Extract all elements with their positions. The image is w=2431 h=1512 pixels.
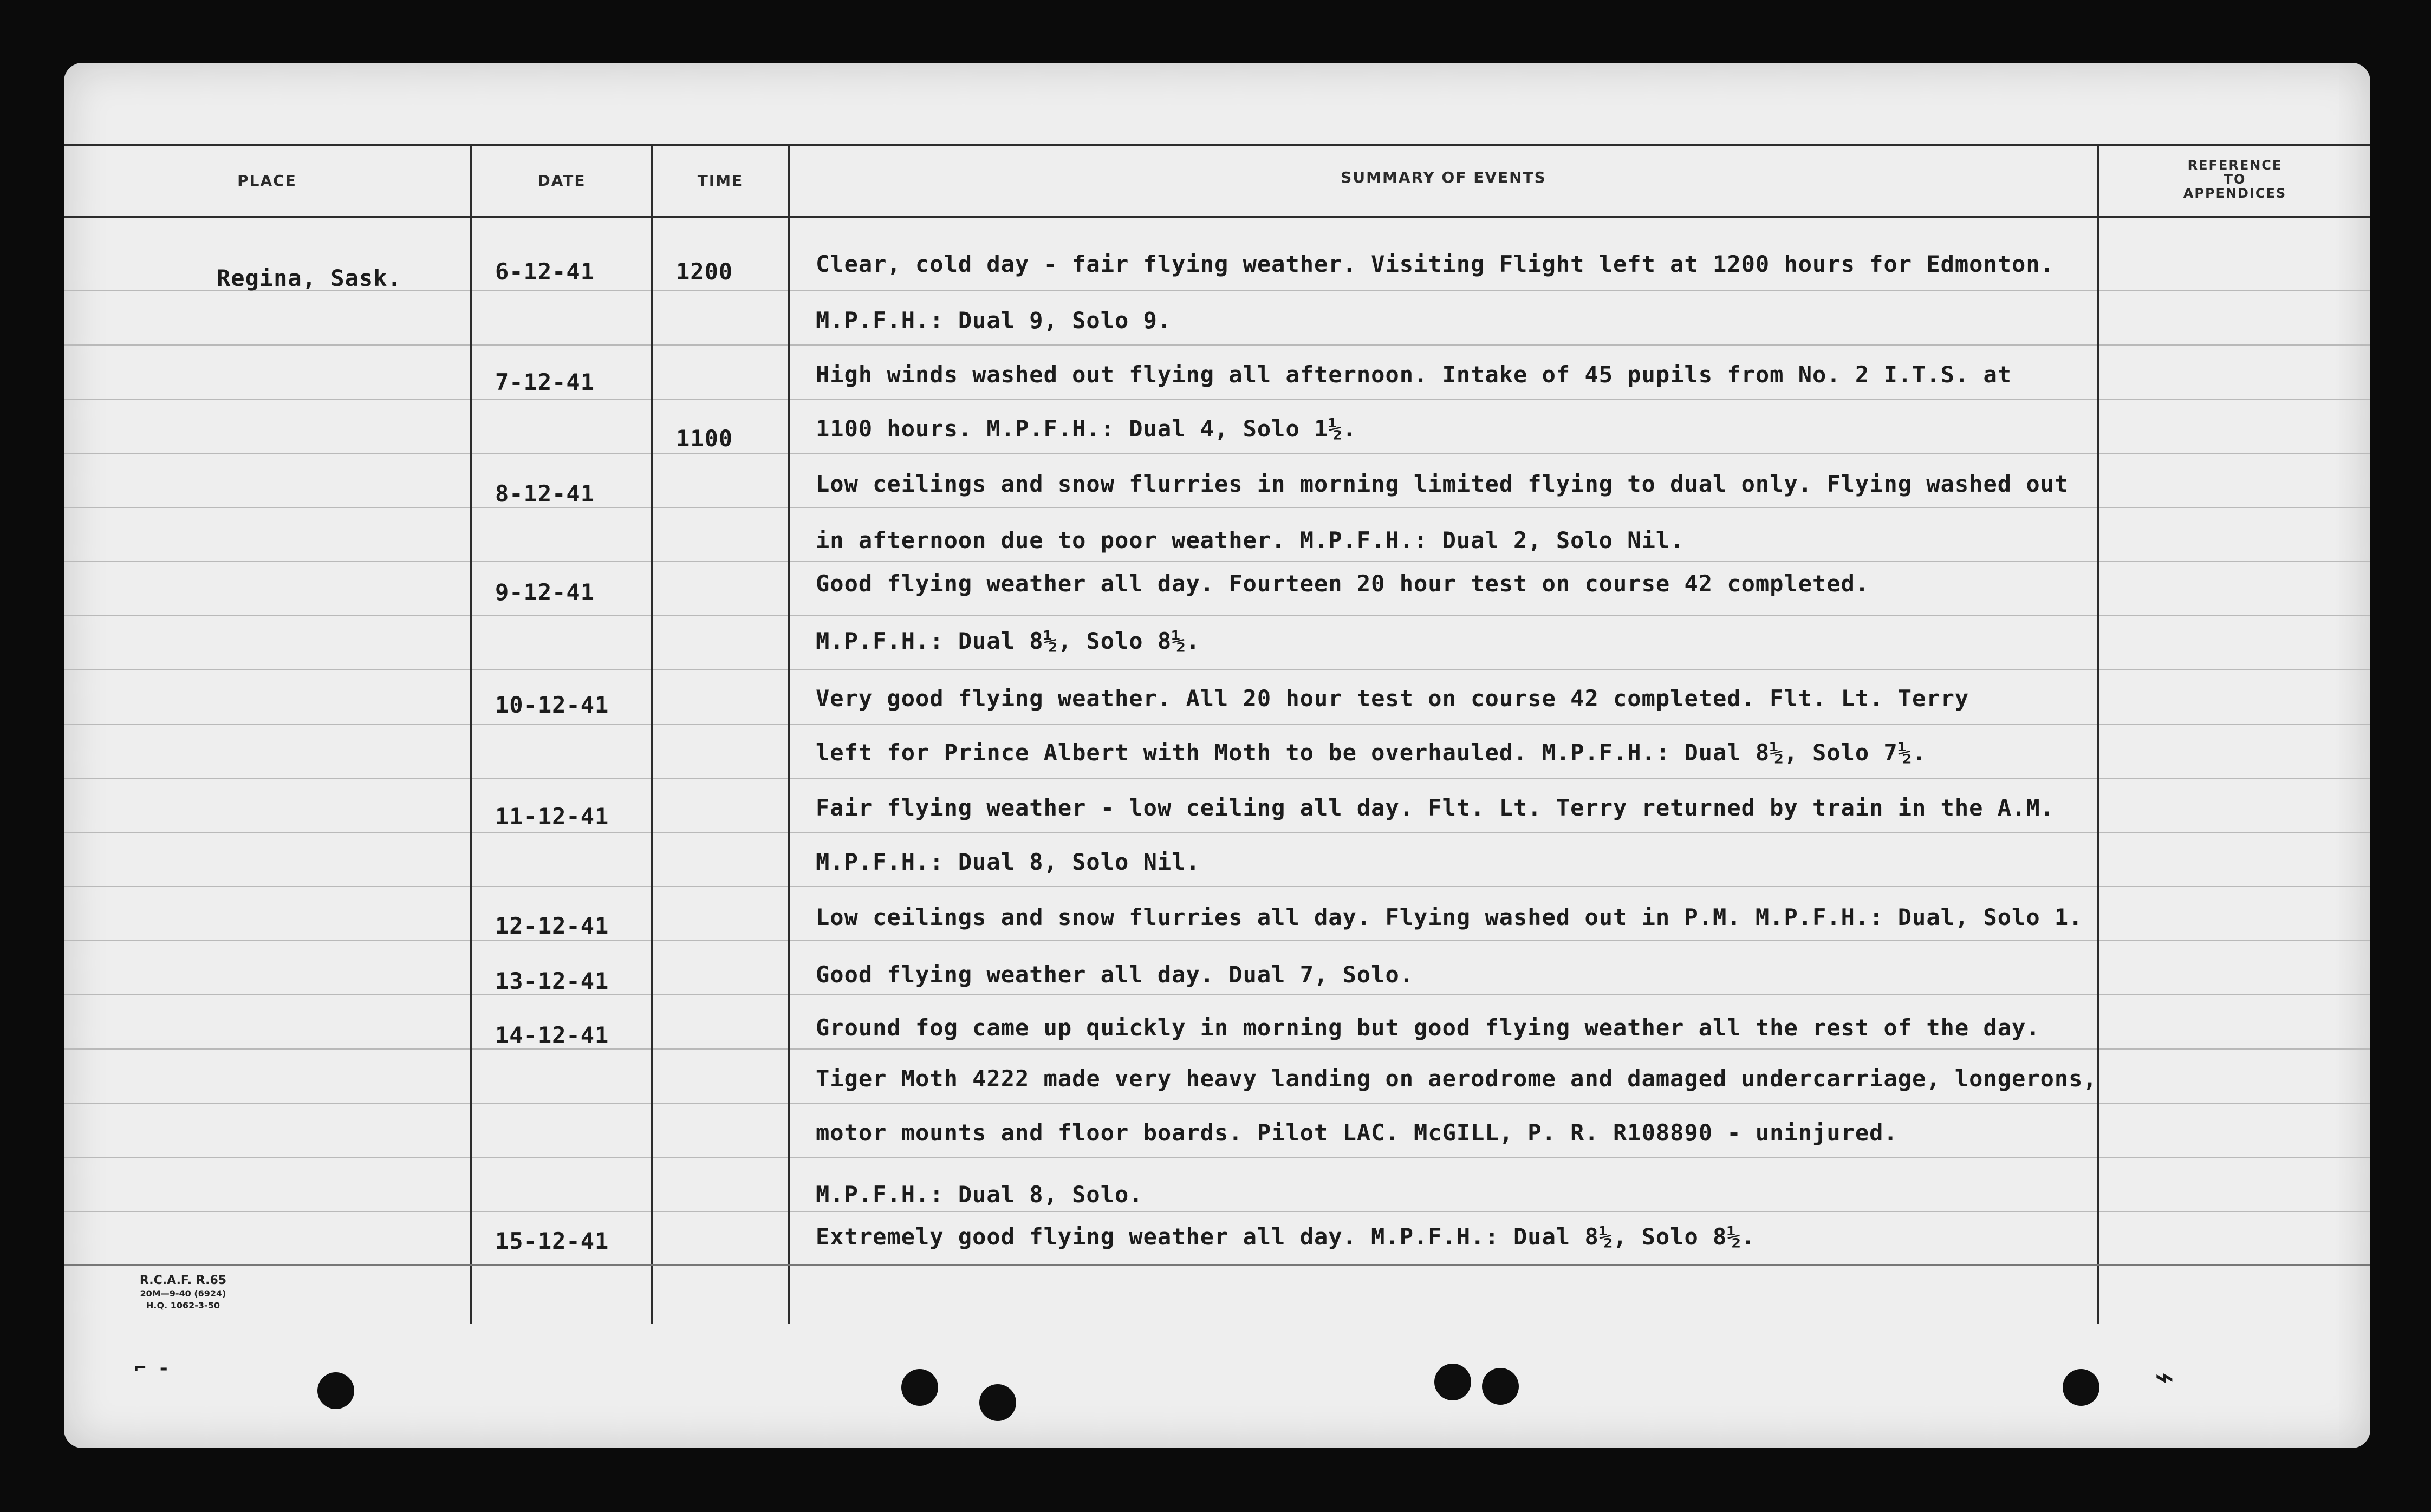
ruled-line bbox=[64, 832, 2370, 833]
summary-line: left for Prince Albert with Moth to be overhauled. M.P.F.H.: Dual 8½, Solo 7½. bbox=[816, 739, 1927, 766]
date-entry: 7-12-41 bbox=[495, 369, 595, 395]
column-divider-time-summary bbox=[788, 144, 790, 1324]
date-entry: 14-12-41 bbox=[495, 1022, 609, 1048]
punch-hole bbox=[317, 1372, 354, 1409]
ruled-line bbox=[64, 399, 2370, 400]
stray-pen-mark: ⌐ ‑ bbox=[134, 1357, 170, 1379]
column-divider-summary-reference bbox=[2097, 144, 2100, 1324]
form-reference bbox=[102, 1274, 264, 1312]
footer-rule bbox=[64, 1264, 2370, 1266]
summary-line: Ground fog came up quickly in morning but good flying weather all the rest of the day. bbox=[816, 1014, 2040, 1041]
form-hq-number: H.Q. 1062-3-50 bbox=[146, 1300, 220, 1311]
header-reference-line: REFERENCE bbox=[2187, 158, 2283, 173]
header-reference-line: TO bbox=[2224, 172, 2246, 187]
summary-line: Very good flying weather. All 20 hour test on course 42 completed. Flt. Lt. Terry bbox=[816, 685, 1969, 712]
summary-line: Extremely good flying weather all day. M.P.F.H.: Dual 8½, Solo 8½. bbox=[816, 1223, 1756, 1250]
header-place: PLACE bbox=[237, 172, 297, 190]
time-entry: 1200 bbox=[676, 258, 733, 285]
ruled-line bbox=[64, 724, 2370, 725]
date-entry: 11-12-41 bbox=[495, 803, 609, 830]
summary-line: motor mounts and floor boards. Pilot LAC. McGILL, P. R. R108890 - uninjured. bbox=[816, 1119, 1898, 1146]
summary-line: M.P.F.H.: Dual 8, Solo Nil. bbox=[816, 849, 1200, 875]
punch-hole bbox=[1482, 1368, 1519, 1405]
ruled-line bbox=[64, 778, 2370, 779]
header-reference bbox=[2100, 158, 2370, 200]
summary-line: Clear, cold day - fair flying weather. Visiting Flight left at 1200 hours for Edmonton. bbox=[816, 251, 2055, 277]
summary-line: Good flying weather all day. Fourteen 20 hour test on course 42 completed. bbox=[816, 570, 1870, 597]
ruled-line bbox=[64, 940, 2370, 941]
ruled-line bbox=[64, 344, 2370, 346]
ruled-line bbox=[64, 1103, 2370, 1104]
column-divider-place-date bbox=[470, 144, 472, 1324]
ruled-line bbox=[64, 561, 2370, 562]
header-summary: SUMMARY OF EVENTS bbox=[1341, 168, 1546, 186]
ruled-line bbox=[64, 507, 2370, 508]
ruled-line bbox=[64, 669, 2370, 670]
diary-card bbox=[64, 63, 2370, 1448]
header-date: DATE bbox=[537, 172, 586, 190]
ruled-line bbox=[64, 1157, 2370, 1158]
ruled-line bbox=[64, 615, 2370, 616]
punch-hole bbox=[1434, 1364, 1471, 1400]
place-entry: Regina, Sask. bbox=[217, 265, 402, 291]
date-entry: 6-12-41 bbox=[495, 258, 595, 285]
summary-line: Fair flying weather - low ceiling all day. Flt. Lt. Terry returned by train in the A.M. bbox=[816, 794, 2055, 821]
stray-pen-mark: ⌁ bbox=[2155, 1358, 2175, 1396]
punch-hole bbox=[901, 1369, 938, 1406]
time-entry: 1100 bbox=[676, 425, 733, 452]
summary-line: Tiger Moth 4222 made very heavy landing on aerodrome and damaged undercarriage, longerons, bbox=[816, 1065, 2097, 1092]
ruled-line bbox=[64, 290, 2370, 291]
header-top-rule bbox=[64, 144, 2370, 146]
summary-line: in afternoon due to poor weather. M.P.F.H.: Dual 2, Solo Nil. bbox=[816, 527, 1685, 553]
summary-line: 1100 hours. M.P.F.H.: Dual 4, Solo 1½. bbox=[816, 415, 1357, 442]
summary-line: Good flying weather all day. Dual 7, Solo. bbox=[816, 961, 1414, 988]
summary-line: High winds washed out flying all afternoon. Intake of 45 pupils from No. 2 I.T.S. at bbox=[816, 361, 2012, 388]
date-entry: 15-12-41 bbox=[495, 1228, 609, 1254]
header-bottom-rule bbox=[64, 216, 2370, 218]
summary-line: Low ceilings and snow flurries in morning limited flying to dual only. Flying washed out bbox=[816, 471, 2069, 497]
date-entry: 8-12-41 bbox=[495, 480, 595, 507]
form-number: R.C.A.F. R.65 bbox=[139, 1274, 227, 1287]
ruled-line bbox=[64, 1048, 2370, 1050]
summary-line: M.P.F.H.: Dual 8½, Solo 8½. bbox=[816, 628, 1200, 654]
ruled-line bbox=[64, 453, 2370, 454]
date-entry: 12-12-41 bbox=[495, 913, 609, 939]
form-print-run: 20M—9-40 (6924) bbox=[140, 1288, 226, 1299]
date-entry: 10-12-41 bbox=[495, 692, 609, 718]
punch-hole bbox=[2063, 1369, 2100, 1406]
column-divider-date-time bbox=[651, 144, 653, 1324]
punch-hole bbox=[979, 1384, 1016, 1421]
ruled-line bbox=[64, 994, 2370, 995]
summary-line: M.P.F.H.: Dual 8, Solo. bbox=[816, 1181, 1143, 1208]
summary-line: Low ceilings and snow flurries all day. Flying washed out in P.M. M.P.F.H.: Dual, Solo 1. bbox=[816, 904, 2083, 930]
summary-line: M.P.F.H.: Dual 9, Solo 9. bbox=[816, 307, 1172, 334]
header-reference-line: APPENDICES bbox=[2183, 186, 2287, 201]
header-time: TIME bbox=[697, 172, 744, 190]
date-entry: 9-12-41 bbox=[495, 579, 595, 605]
ruled-line bbox=[64, 886, 2370, 887]
ruled-line bbox=[64, 1211, 2370, 1212]
date-entry: 13-12-41 bbox=[495, 968, 609, 994]
